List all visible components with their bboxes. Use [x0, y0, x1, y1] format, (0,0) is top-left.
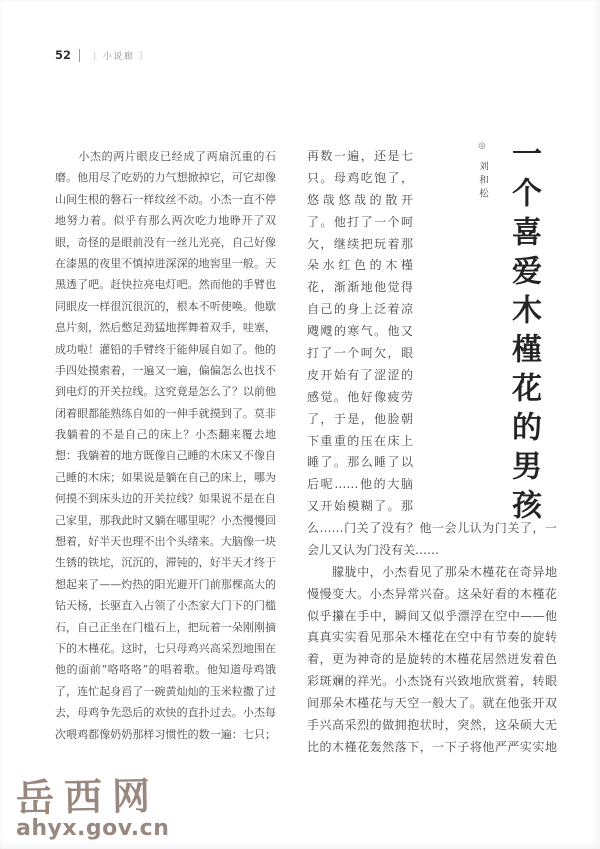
text-line: 在漆黑的夜里不慎掉进深深的地窖里一般。天 — [55, 256, 276, 270]
text-line: 自己的身上泛着凉 — [307, 302, 413, 317]
text-line: 闭着眼都能熟练自如的一伸手就摸到了。莫非 — [55, 406, 276, 420]
text-line: 后呢……他的大脑 — [307, 477, 413, 492]
text-line: 朵水红色的木槿 — [307, 258, 413, 273]
text-line: 想：我躺着的地方既像自己睡的木床又不像自 — [55, 449, 276, 463]
text-line: 我躺着的不是自己的床上？小杰翻来覆去地 — [55, 428, 276, 442]
text-line: 睡了。那么睡了以 — [307, 455, 413, 470]
text-line: 再数一遍，还是七 — [307, 149, 413, 163]
text-line: 想起来了——灼热的阳光避开门前那棵高大的 — [55, 577, 276, 591]
text-line: 了。他打了一个呵 — [307, 214, 413, 229]
page-number: 52 — [55, 48, 72, 62]
text-line: 比的木槿花轰然落下，一下子将他严严实实地 — [307, 739, 557, 754]
text-line: 慢慢变大。小杰异常兴奋。这朵好看的木槿花 — [307, 586, 557, 601]
text-line: 山间生根的磐石一样纹丝不动。小杰一直不停 — [55, 192, 276, 206]
text-line: 同眼皮一样很沉很沉的，根本不听使唤。他歇 — [55, 299, 276, 313]
left-text-column — [55, 146, 276, 745]
article-title: 一个喜爱木槿花的男孩 — [506, 138, 541, 528]
author-byline — [475, 141, 489, 202]
text-line: 下重重的压在床上 — [307, 433, 413, 448]
text-line: 己睡的木床；如果说是躺在自己的床上，哪为 — [55, 470, 276, 484]
text-line: 他的面前“咯咯咯”的唱着歌。他知道母鸡饿 — [55, 663, 276, 677]
text-line: 成功啦！灌铅的手臂终于能伸展自如了。他的 — [55, 342, 276, 356]
text-line: 欠，继续把玩着那 — [307, 236, 413, 251]
text-line: 似乎攥在手中，瞬间又似乎漂浮在空中——他 — [307, 608, 557, 623]
text-line: 钻天杨，长驱直入占领了小杰家大门下的门槛 — [55, 599, 276, 613]
text-line: 悠哉悠哉的散开 — [307, 192, 413, 207]
text-line: 次喂鸡都像奶奶那样习惯性的数一遍：七只； — [55, 727, 276, 741]
text-line: 手四处摸索着，一遍又一遍，偏偏怎么也找不 — [55, 363, 276, 377]
header-divider — [79, 49, 80, 62]
text-line: 打了一个呵欠，眼 — [307, 346, 413, 361]
text-line: 息片刻，然后憋足劲猛地挥舞着双手，哇塞， — [55, 321, 276, 335]
text-line: 磨。他用尽了吃奶的力气想掀掉它，可它却像 — [55, 171, 276, 185]
text-line: 么……门关了没有？他一会儿认为门关了，一 — [307, 521, 557, 535]
page-header — [55, 48, 149, 62]
text-line: 皮开始有了涩涩的 — [307, 367, 413, 382]
text-line: 己家里，那我此时又躺在哪里呢？小杰慢慢回 — [55, 513, 276, 527]
middle-text-column — [307, 146, 413, 518]
text-line: 下的木槿花。这时，七只母鸡兴高采烈地围在 — [55, 641, 276, 655]
text-line: 着，更为神奇的是旋转的木槿花居然迸发着色 — [307, 652, 557, 667]
text-line: 生锈的铁坨，沉沉的，滞钝的，好半天才终于 — [55, 556, 276, 570]
text-line: 何摸不到床头边的开关拉线？如果说不是在自 — [55, 492, 276, 506]
text-line: 想着，好半天也理不出个头绪来。大脑像一块 — [55, 535, 276, 549]
bottom-text-column — [307, 518, 557, 759]
site-watermark — [15, 773, 170, 841]
text-line: 黑透了吧。赶快拉亮电灯吧。然而他的手臂也 — [55, 278, 276, 292]
author-marker-icon: ◎ — [477, 141, 487, 155]
text-line: 眼，奇怪的是眼前没有一丝儿光亮，自己好像 — [55, 235, 276, 249]
text-line: 地努力着。似乎有那么两次吃力地睁开了双 — [55, 214, 276, 228]
text-line: 小杰的两片眼皮已经成了两扇沉重的石 — [55, 150, 276, 163]
text-line: 石，自己正坐在门槛石上，把玩着一朵刚刚摘 — [55, 620, 276, 634]
text-line: 会儿又认为门没有关…… — [307, 542, 440, 557]
text-line: 了，连忙起身舀了一碗黄灿灿的玉米粒撒了过 — [55, 684, 276, 698]
section-label: 〔 小说廊 〕 — [88, 51, 150, 62]
watermark-site-name: 岳西网 — [15, 773, 161, 821]
text-line: 花，渐渐地他觉得 — [307, 280, 413, 295]
text-line: 了，于是，他脸朝 — [307, 411, 413, 426]
text-line: 又开始模糊了。那 — [307, 499, 413, 514]
text-line: 去，母鸡争先恐后的欢快的直扑过去。小杰每 — [55, 706, 276, 720]
text-line: 感觉。他好像疲劳 — [307, 389, 413, 404]
author-name: 刘和松 — [477, 161, 488, 202]
text-line: 只。母鸡吃饱了， — [307, 170, 413, 185]
watermark-site-url: ahyx.gov.cn — [16, 816, 170, 841]
text-line: 到电灯的开关拉线。这究竟是怎么了？以前他 — [55, 385, 276, 399]
text-line: 飕飕的寒气。他又 — [307, 324, 413, 339]
text-line: 手兴高采烈的做拥抱状时，突然，这朵硕大无 — [307, 718, 557, 733]
text-line: 彩斑斓的祥光。小杰饶有兴致地欣赏着，转眼 — [307, 674, 557, 689]
text-line: 真真实实看见那朵木槿花在空中有节奏的旋转 — [307, 630, 557, 645]
text-line: 间那朵木槿花与天空一般大了。就在他张开双 — [307, 696, 557, 711]
text-line: 朦胧中，小杰看见了那朵木槿花在奇异地 — [307, 564, 557, 579]
